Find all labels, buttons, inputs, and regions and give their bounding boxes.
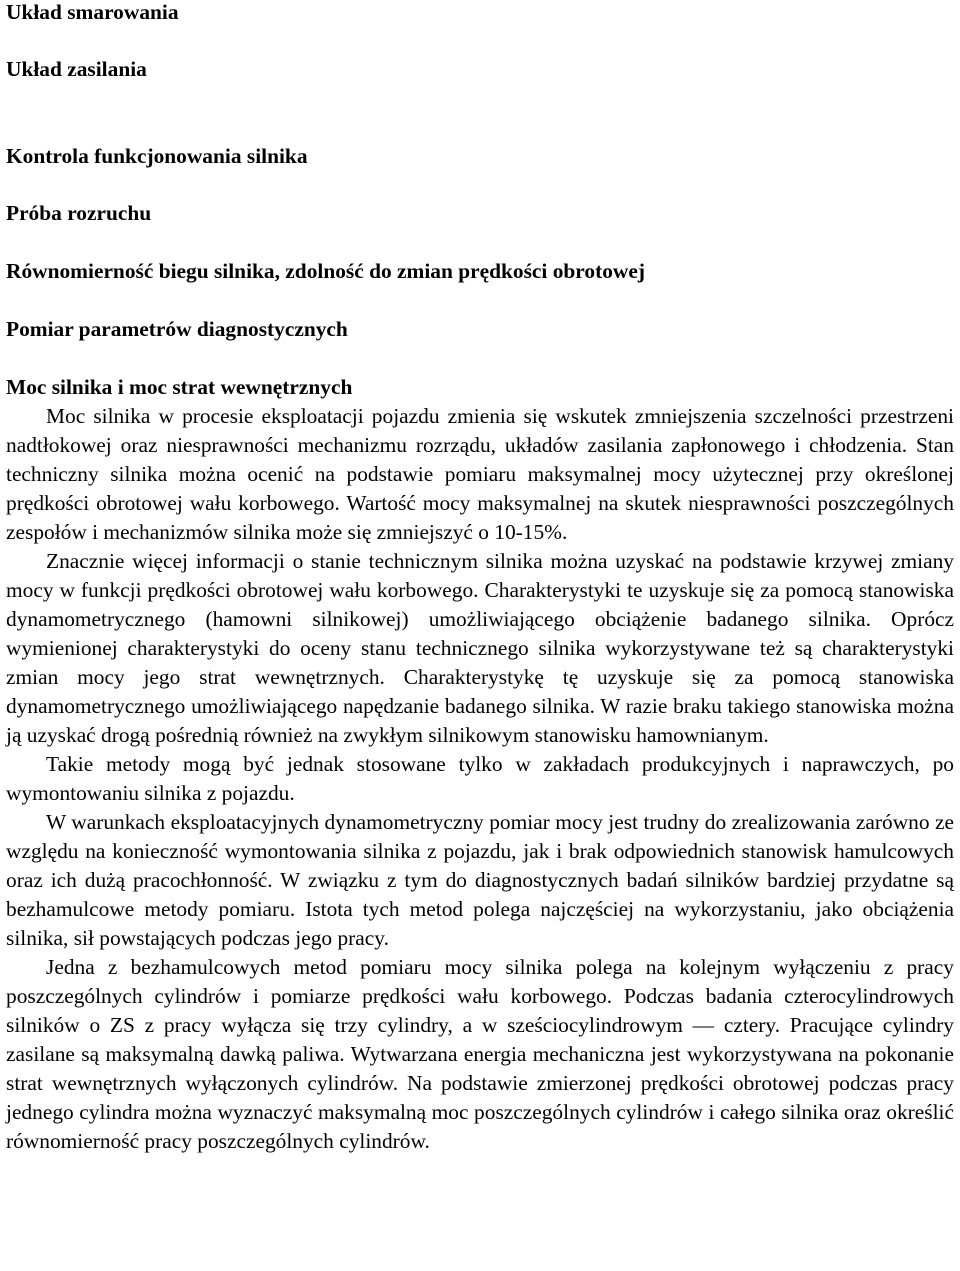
paragraph: Takie metody mogą być jednak stosowane tylko w zakładach produkcyjnych i naprawczych, po wymontowaniu silnika z pojazdu. <box>6 752 954 805</box>
paragraph: W warunkach eksploatacyjnych dynamometryczny pomiar mocy jest trudny do zrealizowania zarówno ze względu na konieczność wymontowania silnika z pojazdu, jak i brak odpowiednich stanowisk hamulcowych oraz ich dużą pracochłonność. W związku z tym do diagnostycznych badań silników bardziej przydatne są bezhamulcowe metody pomiaru. Istota tych metod polega najczęściej na wykorzystaniu, jako obciążenia silnika, sił powstających podczas jego pracy. <box>6 810 954 950</box>
paragraph: Jedna z bezhamulcowych metod pomiaru mocy silnika polega na kolejnym wyłączeniu z pracy poszczególnych cylindrów i pomiarze prędkości wału korbowego. Podczas badania czterocylindrowych silników o ZS z pracy wyłącza się trzy cylindry, a w sześciocylindrowym — cztery. Pracujące cylindry zasilane są maksymalną dawką paliwa. Wytwarzana energia mechaniczna jest wykorzystywana na pokonanie strat wewnętrznych wyłączonych cylindrów. Na podstawie zmierzonej prędkości obrotowej podczas pracy jednego cylindra można wyznaczyć maksymalną moc poszczególnych cylindrów i całego silnika oraz określić równomierność pracy poszczególnych cylindrów. <box>6 955 954 1153</box>
heading-moc-silnika: Moc silnika i moc strat wewnętrznych <box>6 375 353 399</box>
heading-uklad-zasilania: Układ zasilania <box>6 57 147 81</box>
heading-rownomiernosc-biegu: Równomierność biegu silnika, zdolność do zmian prędkości obrotowej <box>6 259 645 283</box>
heading-pomiar-parametrow: Pomiar parametrów diagnostycznych <box>6 317 348 341</box>
heading-uklad-smarowania: Układ smarowania <box>6 0 179 24</box>
heading-proba-rozruchu: Próba rozruchu <box>6 201 152 225</box>
paragraph: Moc silnika w procesie eksploatacji pojazdu zmienia się wskutek zmniejszenia szczelności przestrzeni nadtłokowej oraz niesprawności mechanizmu rozrządu, układów zasilania zapłonowego i chłodzenia. Stan techniczny silnika można ocenić na podstawie pomiaru maksymalnej mocy użytecznej przy określonej prędkości obrotowej wału korbowego. Wartość mocy maksymalnej na skutek niesprawności poszczególnych zespołów i mechanizmów silnika może się zmniejszyć o 10-15%. <box>6 404 954 544</box>
paragraph: Znacznie więcej informacji o stanie technicznym silnika można uzyskać na podstawie krzywej zmiany mocy w funkcji prędkości obrotowej wału korbowego. Charakterystyki te uzyskuje się za pomocą stanowiska dynamometrycznego (hamowni silnikowej) umożliwiającego obciążenie badanego silnika. Oprócz wymienionej charakterystyki do oceny stanu technicznego silnika wykorzystywane też są charakterystyki zmian mocy jego strat wewnętrznych. Charakterystykę tę uzyskuje się za pomocą stanowiska dynamometrycznego umożliwiającego napędzanie badanego silnika. W razie braku takiego stanowiska można ją uzyskać drogą pośrednią również na zwykłym silnikowym stanowisku hamownianym. <box>6 549 954 747</box>
heading-kontrola-funkcjonowania: Kontrola funkcjonowania silnika <box>6 144 308 168</box>
body-text <box>6 402 954 1156</box>
